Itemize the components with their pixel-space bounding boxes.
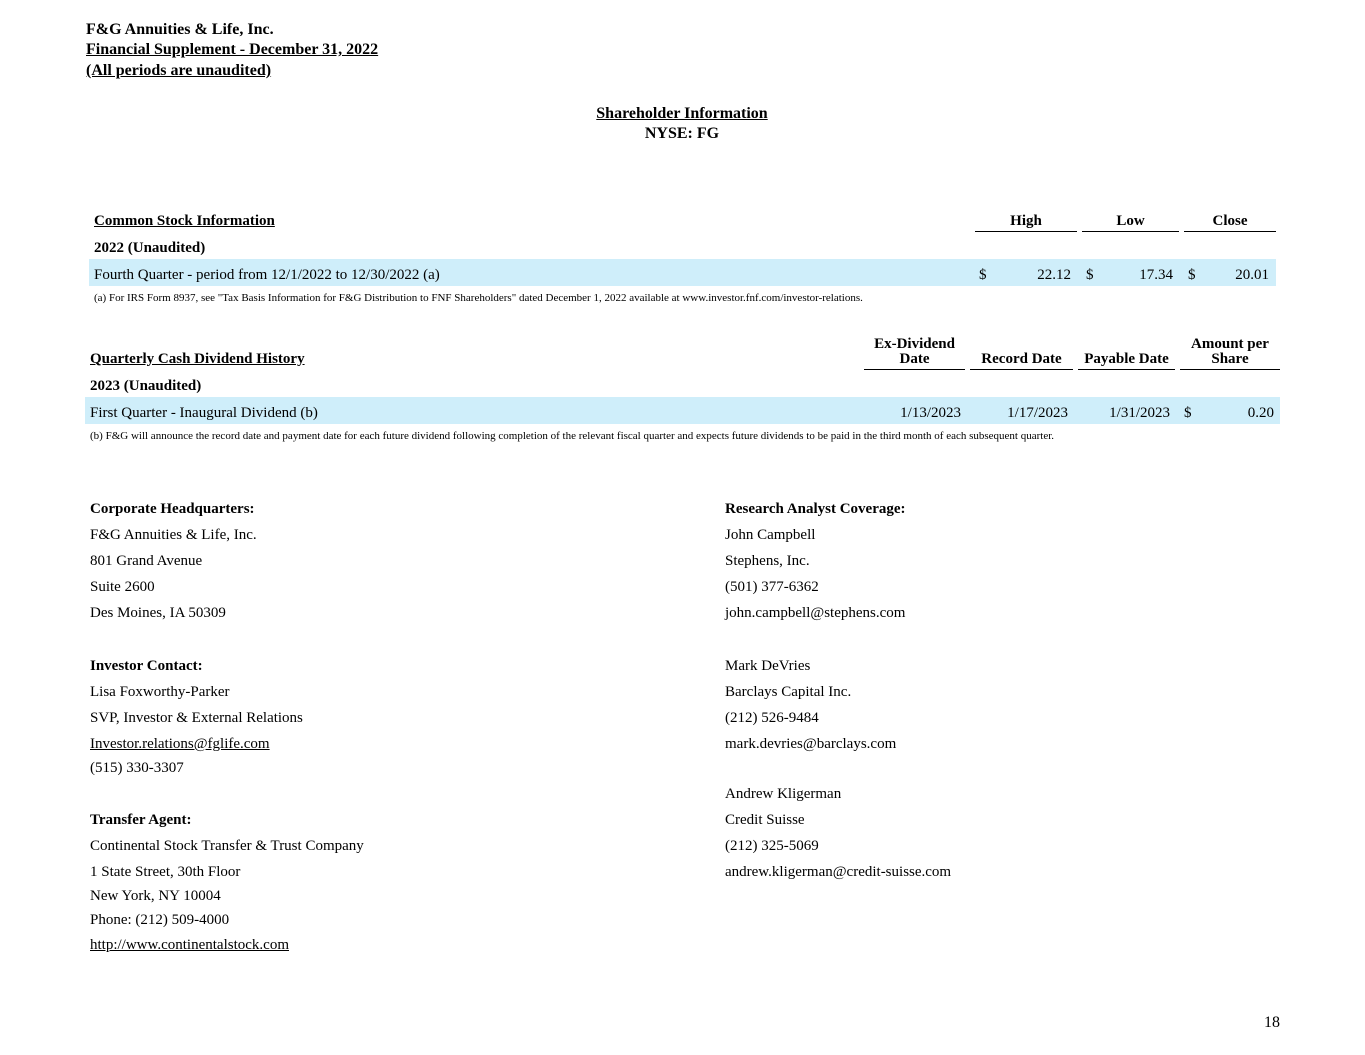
investor-heading: Investor Contact: <box>90 658 203 674</box>
col-record: Record Date <box>981 351 1062 367</box>
transfer-heading: Transfer Agent: <box>90 812 192 828</box>
stock-year: 2022 (Unaudited) <box>94 240 206 256</box>
company-name: F&G Annuities & Life, Inc. <box>86 21 274 38</box>
analyst-phone: (212) 325-5069 <box>725 838 819 854</box>
col-high-rule <box>975 231 1077 232</box>
col-exdiv-line2: Date <box>899 351 930 367</box>
dividend-heading: Quarterly Cash Dividend History <box>90 351 305 367</box>
hq-line: Des Moines, IA 50309 <box>90 605 226 621</box>
col-high: High <box>1010 213 1042 229</box>
hq-line: 801 Grand Avenue <box>90 553 203 569</box>
high-value: 22.12 <box>1037 267 1071 283</box>
exdiv-date: 1/13/2023 <box>900 405 961 421</box>
dividend-row-label: First Quarter - Inaugural Dividend (b) <box>90 405 318 421</box>
transfer-line: Phone: (212) 509-4000 <box>90 912 230 928</box>
dividend-footnote: (b) F&G will announce the record date and payment date for each future dividend following completion of the relevant fiscal quarter and expects future dividends to be paid in the third month of each subsequent quarter. <box>90 430 1055 442</box>
analyst-name: John Campbell <box>725 527 816 543</box>
transfer-line: 1 State Street, 30th Floor <box>90 864 241 880</box>
analyst-firm: Stephens, Inc. <box>725 553 810 569</box>
page-number: 18 <box>1264 1014 1280 1031</box>
stock-row-label: Fourth Quarter - period from 12/1/2022 to 12/30/2022 (a) <box>94 267 440 283</box>
investor-role: SVP, Investor & External Relations <box>90 710 303 726</box>
payable-date: 1/31/2023 <box>1109 405 1170 421</box>
hq-heading: Corporate Headquarters: <box>90 501 255 517</box>
analyst-name: Andrew Kligerman <box>725 786 842 802</box>
investor-name: Lisa Foxworthy-Parker <box>90 684 230 700</box>
col-payable: Payable Date <box>1084 351 1169 367</box>
col-exdiv-line1: Ex-Dividend <box>874 336 955 352</box>
col-amount-rule <box>1180 369 1280 370</box>
supplement-title: Financial Supplement - December 31, 2022 <box>86 41 379 58</box>
col-close-rule <box>1184 231 1276 232</box>
col-amount-line2: Share <box>1211 351 1249 367</box>
stock-heading: Common Stock Information <box>94 213 275 229</box>
col-payable-rule <box>1078 369 1175 370</box>
record-date: 1/17/2023 <box>1007 405 1068 421</box>
analyst-phone: (212) 526-9484 <box>725 710 819 726</box>
analyst-firm: Barclays Capital Inc. <box>725 684 852 700</box>
low-value: 17.34 <box>1139 267 1173 283</box>
analyst-firm: Credit Suisse <box>725 812 805 828</box>
transfer-line: Continental Stock Transfer & Trust Company <box>90 838 364 854</box>
analyst-phone: (501) 377-6362 <box>725 579 819 595</box>
col-low: Low <box>1116 213 1145 229</box>
analyst-email: andrew.kligerman@credit-suisse.com <box>725 864 952 880</box>
investor-phone: (515) 330-3307 <box>90 760 184 776</box>
stock-footnote: (a) For IRS Form 8937, see "Tax Basis Information for F&G Distribution to FNF Shareholders" dated December 1, 2022 available at www.investor.fnf.com/investor-relations. <box>94 292 863 304</box>
amount-currency: $ <box>1184 405 1192 421</box>
investor-email-link[interactable]: Investor.relations@fglife.com <box>90 736 270 752</box>
high-currency: $ <box>979 267 987 283</box>
transfer-website-link[interactable]: http://www.continentalstock.com <box>90 937 289 953</box>
unaudited-note: (All periods are unaudited) <box>86 62 272 79</box>
col-close: Close <box>1212 213 1248 229</box>
col-low-rule <box>1082 231 1179 232</box>
ticker: NYSE: FG <box>644 125 720 142</box>
amount-value: 0.20 <box>1247 405 1274 421</box>
close-value: 20.01 <box>1235 267 1269 283</box>
analyst-email: john.campbell@stephens.com <box>725 605 906 621</box>
col-amount-line1: Amount per <box>1191 336 1269 352</box>
low-currency: $ <box>1086 267 1094 283</box>
analyst-email: mark.devries@barclays.com <box>725 736 897 752</box>
analyst-name: Mark DeVries <box>725 658 811 674</box>
page-title: Shareholder Information <box>596 105 768 122</box>
transfer-line: New York, NY 10004 <box>90 888 221 904</box>
col-exdiv-rule <box>864 369 965 370</box>
hq-line: Suite 2600 <box>90 579 155 595</box>
hq-line: F&G Annuities & Life, Inc. <box>90 527 257 543</box>
analyst-heading: Research Analyst Coverage: <box>725 501 906 517</box>
col-record-rule <box>970 369 1073 370</box>
dividend-year: 2023 (Unaudited) <box>90 378 202 394</box>
close-currency: $ <box>1188 267 1196 283</box>
